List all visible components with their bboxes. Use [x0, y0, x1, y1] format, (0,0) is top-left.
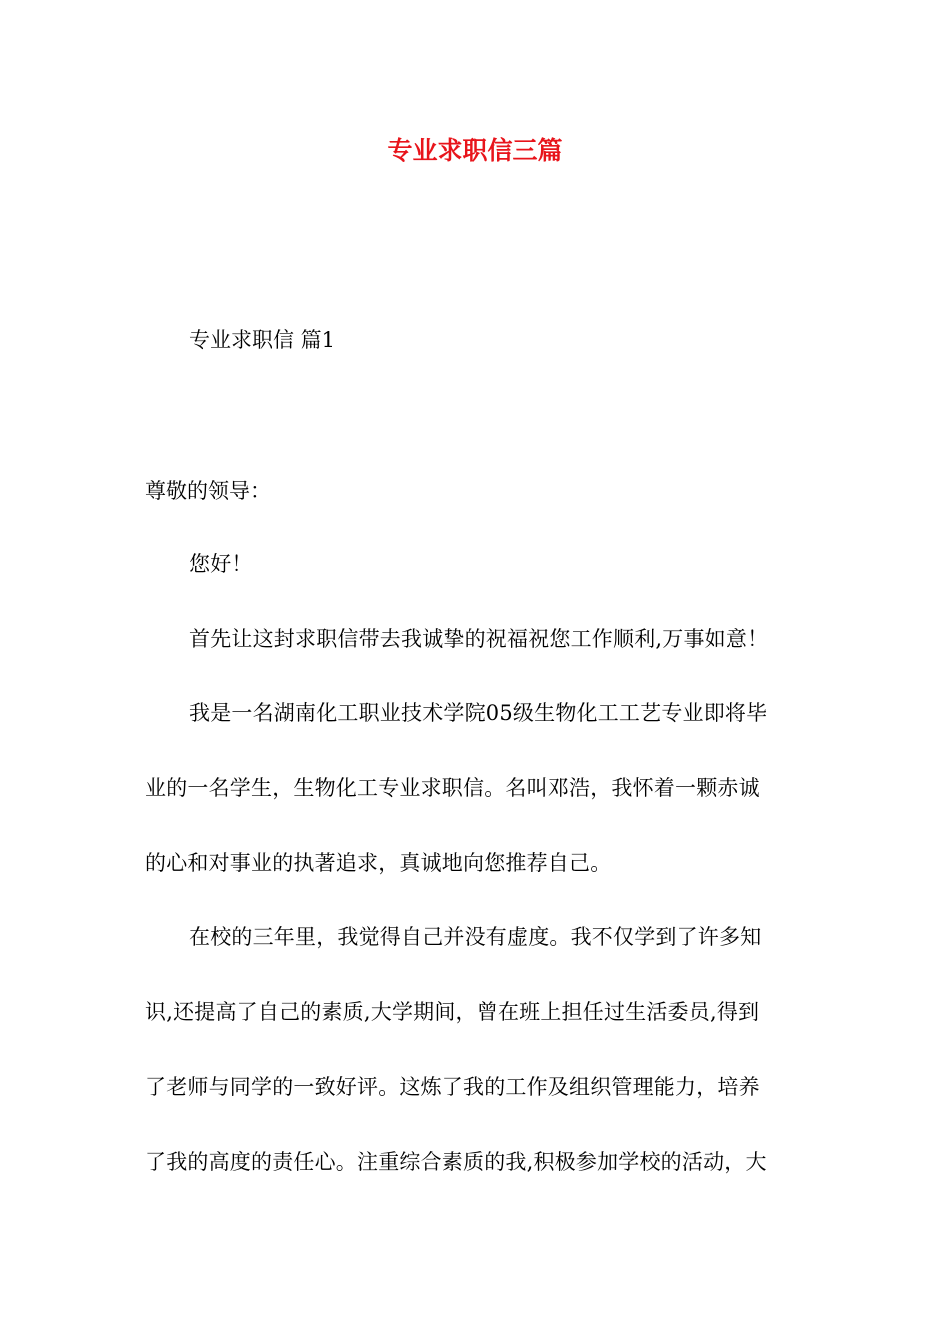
paragraph-line: 首先让这封求职信带去我诚挚的祝福祝您工作顺利,万事如意！ [189, 626, 769, 651]
letter-body [145, 527, 810, 1199]
document-title: 专业求职信三篇 [387, 136, 563, 165]
paragraph-line: 业的一名学生，生物化工专业求职信。名叫邓浩，我怀着一颗赤诚 [145, 776, 760, 801]
paragraph-line: 识,还提高了自己的素质,大学期间，曾在班上担任过生活委员,得到 [145, 1000, 760, 1025]
paragraph-line: 在校的三年里，我觉得自己并没有虚度。我不仅学到了许多知 [189, 925, 762, 950]
paragraph-line: 的心和对事业的执著追求，真诚地向您推荐自己。 [145, 850, 612, 875]
paragraph-line: 了老师与同学的一致好评。这炼了我的工作及组织管理能力，培养 [145, 1074, 760, 1099]
greeting-line: 您好！ [189, 552, 253, 576]
paragraph-line: 了我的高度的责任心。注重综合素质的我,积极参加学校的活动，大 [145, 1149, 767, 1174]
salutation: 尊敬的领导： [145, 479, 271, 503]
paragraph-line: 我是一名湖南化工职业技术学院05级生物化工工艺专业即将毕 [189, 701, 768, 726]
section-heading: 专业求职信 篇1 [189, 328, 336, 352]
